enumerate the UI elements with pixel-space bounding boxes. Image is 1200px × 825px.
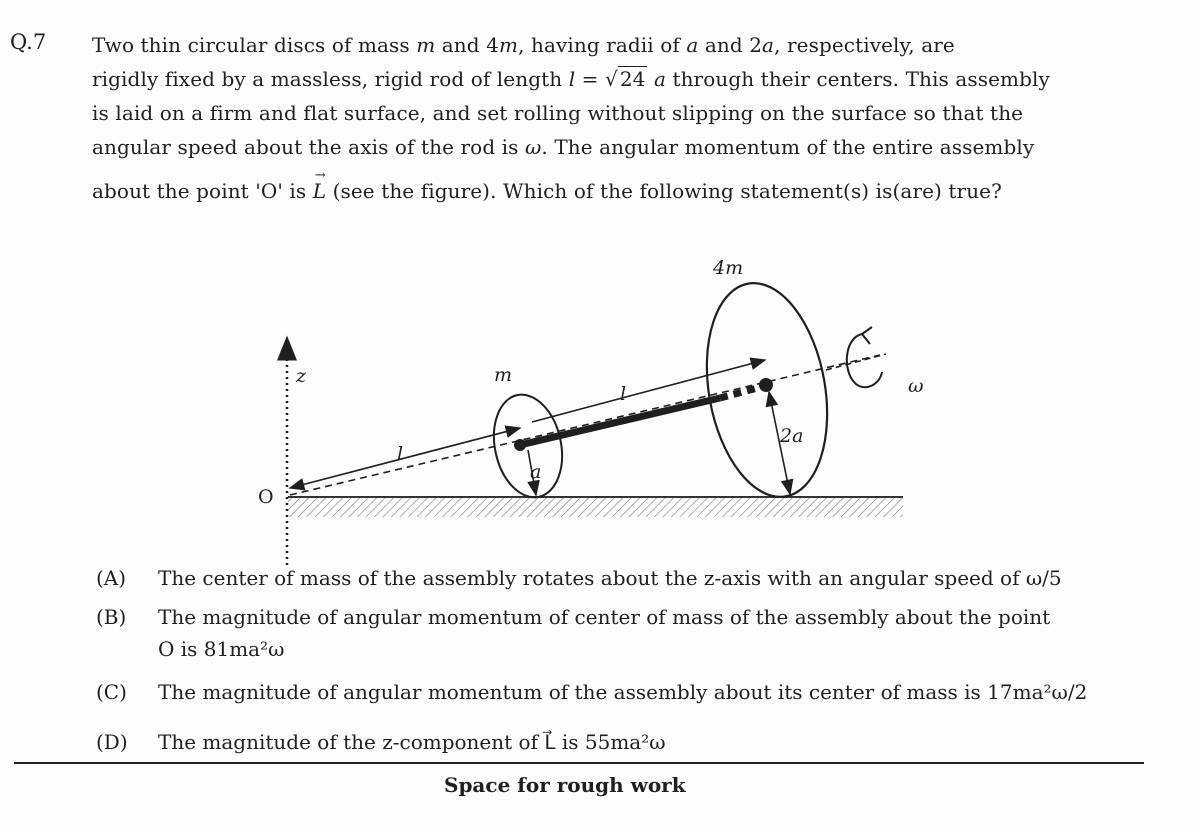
label-l-rod: l [620, 383, 627, 405]
label-omega: ω [908, 375, 924, 397]
small-disc-center [514, 439, 526, 451]
option-a-label: (A) [96, 566, 127, 590]
rotation-axis-extension [826, 354, 886, 370]
question-number: Q.7 [10, 30, 47, 54]
divider-rule [14, 762, 1144, 764]
question-line-5: about the point 'O' is → L (see the figure). Which of the following statement(s) is(are) true? [92, 174, 1142, 208]
label-a: a [530, 461, 542, 483]
rough-work-label: Space for rough work [444, 773, 686, 797]
ground-surface [288, 497, 903, 517]
option-d-label: (D) [96, 730, 128, 754]
label-l: l [397, 443, 404, 465]
rotation-arrow [847, 334, 882, 387]
option-b-label: (B) [96, 605, 127, 629]
option-b-text-line2: O is 81ma²ω [158, 637, 285, 661]
label-O: O [258, 486, 274, 508]
arrow-o-to-small-disc [290, 428, 520, 488]
label-4m: 4m [713, 257, 744, 279]
rod [520, 398, 720, 445]
option-c-text: The magnitude of angular momentum of the assembly about its center of mass is 17ma²ω/2 [158, 680, 1088, 704]
option-a-text: The center of mass of the assembly rotates about the z-axis with an angular speed of ω/5 [158, 566, 1062, 590]
label-2a: 2a [780, 425, 804, 447]
option-d-text: The magnitude of the z-component of L⃗ is 55ma²ω [158, 730, 666, 754]
question-line-1: Two thin circular discs of mass m and 4m, having radii of a and 2a, respectively, are [92, 33, 955, 57]
vector-L: → L [313, 174, 326, 208]
option-c-label: (C) [96, 680, 127, 704]
question-line-3: is laid on a firm and flat surface, and set rolling without slipping on the surface so that the [92, 101, 1024, 125]
label-m: m [494, 364, 513, 386]
option-b-text: The magnitude of angular momentum of center of mass of the assembly about the point [158, 605, 1051, 629]
rotation-arrow-head [862, 327, 872, 344]
question-line-4: angular speed about the axis of the rod is ω. The angular momentum of the entire assembly [92, 135, 1035, 159]
large-disc-center [759, 378, 773, 392]
question-line-2: rigidly fixed by a massless, rigid rod of length l = √ 24 a through their centers. This assembly [92, 67, 1050, 91]
label-z: z [296, 365, 307, 387]
